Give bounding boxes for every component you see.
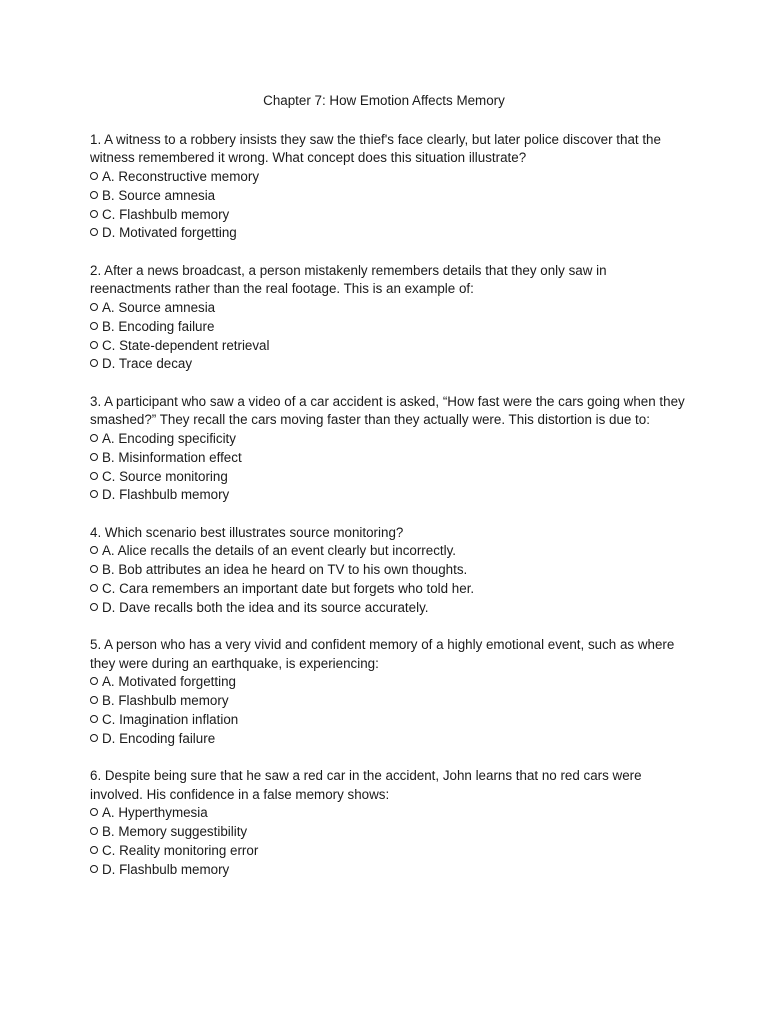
page-title: Chapter 7: How Emotion Affects Memory [263, 93, 505, 108]
radio-circle-icon [90, 861, 102, 880]
option-a[interactable] [90, 542, 690, 561]
option-c[interactable] [90, 842, 690, 861]
question-text: 2. After a news broadcast, a person mistakenly remembers details that they only saw in reenactments rather than the real footage. This is an example of: [90, 262, 607, 297]
option-label: B. Memory suggestibility [102, 824, 248, 839]
question-6 [90, 767, 690, 880]
option-label: B. Flashbulb memory [102, 693, 229, 708]
radio-circle-icon [90, 355, 102, 374]
option-d[interactable] [90, 730, 690, 749]
option-c[interactable] [90, 337, 690, 356]
radio-circle-icon [90, 187, 102, 206]
option-b[interactable] [90, 449, 690, 468]
option-b[interactable] [90, 561, 690, 580]
option-label: C. Cara remembers an important date but forgets who told her. [102, 580, 475, 596]
option-b[interactable] [90, 692, 690, 711]
option-a[interactable] [90, 430, 690, 449]
option-d[interactable] [90, 224, 690, 243]
option-d[interactable] [90, 599, 690, 618]
radio-circle-icon [90, 561, 102, 580]
radio-circle-icon [90, 842, 102, 861]
question-text: 3. A participant who saw a video of a car accident is asked, “How fast were the cars going when they smashed?” They recall the cars moving faster than they actually were. This distortion is due to: [90, 393, 685, 428]
option-c[interactable] [90, 711, 690, 730]
radio-circle-icon [90, 206, 102, 225]
question-1 [90, 131, 690, 244]
radio-circle-icon [90, 299, 102, 318]
question-2 [90, 262, 690, 375]
question-3 [90, 393, 690, 506]
option-label: D. Flashbulb memory [102, 487, 230, 503]
question-text: 1. A witness to a robbery insists they saw the thief's face clearly, but later police discover that the witness remembered it wrong. What concept does this situation illustrate? [90, 131, 661, 166]
option-label: A. Hyperthymesia [102, 805, 208, 821]
radio-circle-icon [90, 599, 102, 618]
option-d[interactable] [90, 486, 690, 505]
radio-circle-icon [90, 318, 102, 337]
radio-circle-icon [90, 430, 102, 449]
option-label: A. Encoding specificity [102, 431, 236, 446]
option-label: C. Source monitoring [102, 468, 228, 484]
option-label: C. State-dependent retrieval [102, 337, 270, 353]
radio-circle-icon [90, 823, 102, 842]
option-label: D. Encoding failure [102, 730, 216, 746]
question-text: 4. Which scenario best illustrates source monitoring? [90, 524, 404, 540]
option-label: D. Dave recalls both the idea and its source accurately. [102, 599, 429, 615]
radio-circle-icon [90, 804, 102, 823]
radio-circle-icon [90, 711, 102, 730]
question-4 [90, 524, 690, 618]
option-b[interactable] [90, 823, 690, 842]
question-list [90, 131, 690, 898]
option-c[interactable] [90, 580, 690, 599]
option-label: B. Bob attributes an idea he heard on TV to his own thoughts. [102, 562, 468, 577]
radio-circle-icon [90, 580, 102, 599]
option-label: A. Source amnesia [102, 300, 216, 315]
option-label: A. Reconstructive memory [102, 169, 260, 184]
radio-circle-icon [90, 337, 102, 356]
radio-circle-icon [90, 730, 102, 749]
option-a[interactable] [90, 673, 690, 692]
option-label: A. Motivated forgetting [102, 674, 236, 690]
option-b[interactable] [90, 187, 690, 206]
question-5 [90, 636, 690, 749]
option-a[interactable] [90, 299, 690, 318]
option-label: A. Alice recalls the details of an event clearly but incorrectly. [102, 543, 457, 559]
radio-circle-icon [90, 673, 102, 692]
radio-circle-icon [90, 449, 102, 468]
option-label: D. Flashbulb memory [102, 861, 230, 877]
option-a[interactable] [90, 804, 690, 823]
option-c[interactable] [90, 468, 690, 487]
option-b[interactable] [90, 318, 690, 337]
option-c[interactable] [90, 206, 690, 225]
option-label: B. Misinformation effect [102, 449, 242, 465]
option-label: B. Source amnesia [102, 187, 216, 203]
option-d[interactable] [90, 355, 690, 374]
radio-circle-icon [90, 692, 102, 711]
radio-circle-icon [90, 542, 102, 561]
radio-circle-icon [90, 224, 102, 243]
radio-circle-icon [90, 468, 102, 487]
option-label: D. Trace decay [102, 356, 193, 372]
question-text: 6. Despite being sure that he saw a red car in the accident, John learns that no red cars were involved. His confidence in a false memory shows: [90, 767, 642, 802]
question-text: 5. A person who has a very vivid and confident memory of a highly emotional event, such as where they were during an earthquake, is experiencing: [90, 636, 675, 671]
radio-circle-icon [90, 486, 102, 505]
option-d[interactable] [90, 861, 690, 880]
option-label: C. Imagination inflation [102, 711, 239, 727]
radio-circle-icon [90, 168, 102, 187]
option-a[interactable] [90, 168, 690, 187]
option-label: C. Flashbulb memory [102, 206, 230, 222]
option-label: D. Motivated forgetting [102, 225, 237, 241]
option-label: C. Reality monitoring error [102, 842, 259, 858]
option-label: B. Encoding failure [102, 318, 215, 334]
